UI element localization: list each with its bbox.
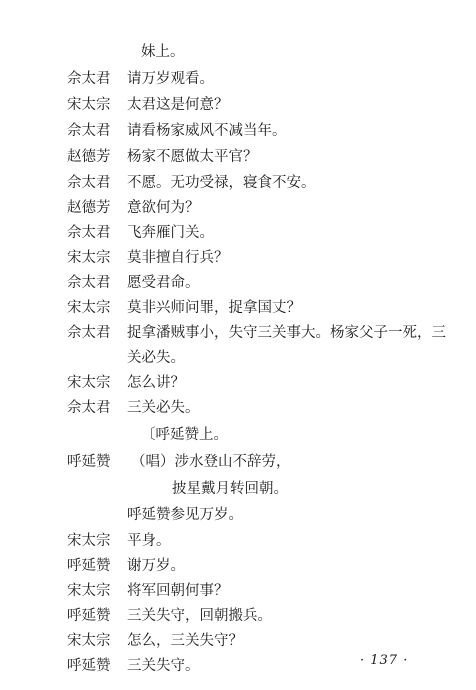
speech-text: 意欲何为？ [127,200,200,216]
speech-text: 关必失。 [127,350,185,366]
dialogue-continuation-line [0,503,476,527]
speaker-name: 佘太君 [67,175,111,191]
speech-text: 将军回朝何事？ [127,583,229,599]
speaker-name: 佘太君 [67,400,111,416]
speaker-name: 佘太君 [67,123,111,139]
speech-text: 平身。 [127,533,171,549]
speaker-name: 佘太君 [67,275,111,291]
page-number: · 137 · [360,653,409,668]
speaker-name: 宋太宗 [67,633,111,649]
speech-text: 三关失守。 [127,658,200,674]
sung-verse-text: 披星戴月转回朝。 [172,481,288,497]
speaker-name: 呼延赞 [67,558,111,574]
speech-text: 莫非擅自行兵？ [127,250,229,266]
speaker-name: 宋太宗 [67,583,111,599]
speech-text: 杨家不愿做太平官？ [127,149,258,165]
dialogue-line [0,604,476,628]
speech-text: 愿受君命。 [127,275,200,291]
dialogue-line [0,221,476,245]
speech-text: 谢万岁。 [127,558,185,574]
speech-text: 莫非兴师问罪，捉拿国丈？ [127,300,301,316]
dialogue-line [0,67,476,91]
dialogue-line [0,145,476,169]
speaker-name: 赵德芳 [67,200,111,216]
speaker-name: 宋太宗 [67,97,111,113]
speech-text: 捉拿潘贼事小，失守三关事大。杨家父子一死，三 [127,325,446,341]
speech-text: 怎么，三关失守？ [127,633,243,649]
sung-verse-text: （唱）涉水登山不辞劳， [131,454,291,470]
speech-text: 三关失守，回朝搬兵。 [127,608,272,624]
speaker-name: 佘太君 [67,325,111,341]
speaker-name: 宋太宗 [67,300,111,316]
stage-direction-line [0,423,476,447]
speaker-name: 宋太宗 [67,533,111,549]
dialogue-line [0,93,476,117]
dialogue-line [0,554,476,578]
speech-text: 飞奔雁门关。 [127,225,214,241]
speaker-name: 佘太君 [67,71,111,87]
speaker-name: 宋太宗 [67,375,111,391]
speech-text: 不愿。无功受禄，寝食不安。 [127,175,316,191]
dialogue-line [0,119,476,143]
dialogue-line [0,450,476,474]
speech-text: 请看杨家威风不减当年。 [127,123,287,139]
speech-text: 呼延赞参见万岁。 [127,507,243,523]
dialogue-line [0,629,476,653]
speaker-name: 呼延赞 [67,608,111,624]
dialogue-line [0,396,476,420]
stage-direction: 妹上。 [141,44,185,60]
dialogue-line [0,196,476,220]
dialogue-line [0,529,476,553]
dialogue-line [0,171,476,195]
verse-continuation-line [0,477,476,501]
speech-text: 怎么讲？ [127,375,185,391]
dialogue-line [0,271,476,295]
dialogue-line [0,371,476,395]
dialogue-line [0,321,476,345]
dialogue-line [0,296,476,320]
stage-direction: 〔呼延赞上。 [141,427,228,443]
speaker-name: 赵德芳 [67,149,111,165]
speaker-name: 佘太君 [67,225,111,241]
speaker-name: 呼延赞 [67,658,111,674]
speech-text: 太君这是何意？ [127,97,229,113]
dialogue-line [0,579,476,603]
speech-text: 三关必失。 [127,400,200,416]
stage-direction-line [0,40,476,64]
dialogue-continuation-line [0,346,476,370]
speaker-name: 呼延赞 [67,454,111,470]
dialogue-line [0,246,476,270]
speech-text: 请万岁观看。 [127,71,214,87]
speaker-name: 宋太宗 [67,250,111,266]
